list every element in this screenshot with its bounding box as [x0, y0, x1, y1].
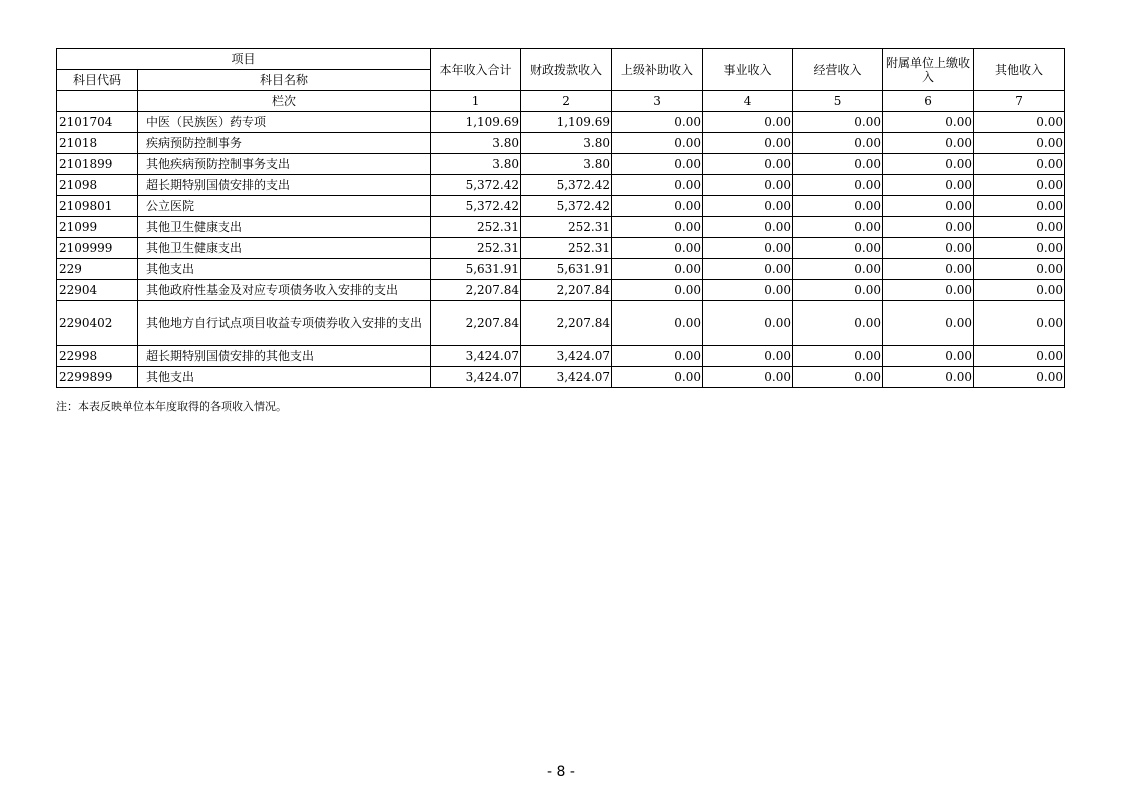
value-cell-col-6: 0.00: [883, 280, 974, 301]
subject-name-cell: 超长期特别国债安排的其他支出: [138, 346, 431, 367]
value-cell-col-1: 5,631.91: [431, 259, 521, 280]
header-col-7: 其他收入: [974, 49, 1065, 91]
table-row: [57, 154, 1065, 175]
value-cell-col-2: 3,424.07: [521, 367, 612, 388]
value-cell-col-5: 0.00: [793, 154, 883, 175]
value-cell-col-7: 0.00: [974, 238, 1065, 259]
table-row: [57, 238, 1065, 259]
value-cell-col-2: 1,109.69: [521, 112, 612, 133]
subject-code-cell: 21018: [57, 133, 138, 154]
table-row: [57, 196, 1065, 217]
value-cell-col-4: 0.00: [703, 175, 793, 196]
value-cell-col-4: 0.00: [703, 112, 793, 133]
value-cell-col-7: 0.00: [974, 217, 1065, 238]
subject-code-cell: 2101704: [57, 112, 138, 133]
value-cell-col-2: 3.80: [521, 154, 612, 175]
header-num-1: 1: [431, 91, 521, 112]
header-num-2: 2: [521, 91, 612, 112]
table-body: [57, 112, 1065, 388]
value-cell-col-1: 2,207.84: [431, 280, 521, 301]
subject-name-cell: 超长期特别国债安排的支出: [138, 175, 431, 196]
value-cell-col-2: 5,372.42: [521, 196, 612, 217]
subject-code-cell: 2290402: [57, 301, 138, 346]
value-cell-col-2: 2,207.84: [521, 301, 612, 346]
value-cell-col-3: 0.00: [612, 259, 703, 280]
value-cell-col-2: 252.31: [521, 217, 612, 238]
header-num-7: 7: [974, 91, 1065, 112]
value-cell-col-1: 5,372.42: [431, 196, 521, 217]
value-cell-col-4: 0.00: [703, 154, 793, 175]
subject-name-cell: 其他支出: [138, 367, 431, 388]
value-cell-col-7: 0.00: [974, 133, 1065, 154]
subject-name-cell: 其他卫生健康支出: [138, 238, 431, 259]
value-cell-col-7: 0.00: [974, 154, 1065, 175]
value-cell-col-1: 1,109.69: [431, 112, 521, 133]
value-cell-col-5: 0.00: [793, 259, 883, 280]
header-num-6: 6: [883, 91, 974, 112]
value-cell-col-2: 3,424.07: [521, 346, 612, 367]
subject-name-cell: 其他支出: [138, 259, 431, 280]
value-cell-col-3: 0.00: [612, 238, 703, 259]
header-col-1: 本年收入合计: [431, 49, 521, 91]
value-cell-col-3: 0.00: [612, 133, 703, 154]
subject-name-cell: 疾病预防控制事务: [138, 133, 431, 154]
value-cell-col-3: 0.00: [612, 112, 703, 133]
value-cell-col-7: 0.00: [974, 301, 1065, 346]
value-cell-col-4: 0.00: [703, 301, 793, 346]
subject-code-cell: 21099: [57, 217, 138, 238]
header-col-3: 上级补助收入: [612, 49, 703, 91]
header-col-4: 事业收入: [703, 49, 793, 91]
value-cell-col-1: 3,424.07: [431, 346, 521, 367]
value-cell-col-2: 2,207.84: [521, 280, 612, 301]
value-cell-col-1: 252.31: [431, 238, 521, 259]
value-cell-col-2: 5,631.91: [521, 259, 612, 280]
header-subject-code: 科目代码: [57, 70, 138, 91]
value-cell-col-5: 0.00: [793, 346, 883, 367]
header-num-3: 3: [612, 91, 703, 112]
header-item: 项目: [57, 49, 431, 70]
subject-name-cell: 其他卫生健康支出: [138, 217, 431, 238]
value-cell-col-3: 0.00: [612, 280, 703, 301]
value-cell-col-4: 0.00: [703, 196, 793, 217]
subject-name-cell: 公立医院: [138, 196, 431, 217]
page-number: - 8 -: [547, 764, 575, 780]
income-table: [56, 48, 1065, 388]
value-cell-col-6: 0.00: [883, 175, 974, 196]
value-cell-col-6: 0.00: [883, 133, 974, 154]
value-cell-col-1: 3.80: [431, 154, 521, 175]
table-row: [57, 280, 1065, 301]
value-cell-col-6: 0.00: [883, 301, 974, 346]
value-cell-col-1: 3,424.07: [431, 367, 521, 388]
value-cell-col-7: 0.00: [974, 367, 1065, 388]
subject-code-cell: 2101899: [57, 154, 138, 175]
table-row: [57, 133, 1065, 154]
header-col-6: 附属单位上缴收入: [883, 49, 974, 91]
value-cell-col-4: 0.00: [703, 133, 793, 154]
value-cell-col-3: 0.00: [612, 217, 703, 238]
value-cell-col-5: 0.00: [793, 217, 883, 238]
subject-code-cell: 2109801: [57, 196, 138, 217]
value-cell-col-5: 0.00: [793, 280, 883, 301]
table-row: [57, 346, 1065, 367]
header-num-4: 4: [703, 91, 793, 112]
value-cell-col-4: 0.00: [703, 238, 793, 259]
value-cell-col-5: 0.00: [793, 133, 883, 154]
header-col-2: 财政拨款收入: [521, 49, 612, 91]
value-cell-col-6: 0.00: [883, 154, 974, 175]
subject-code-cell: 229: [57, 259, 138, 280]
value-cell-col-5: 0.00: [793, 238, 883, 259]
value-cell-col-2: 3.80: [521, 133, 612, 154]
value-cell-col-1: 252.31: [431, 217, 521, 238]
value-cell-col-4: 0.00: [703, 259, 793, 280]
subject-name-cell: 其他疾病预防控制事务支出: [138, 154, 431, 175]
subject-name-cell: 其他地方自行试点项目收益专项债券收入安排的支出: [138, 301, 431, 346]
subject-code-cell: 22904: [57, 280, 138, 301]
value-cell-col-1: 2,207.84: [431, 301, 521, 346]
subject-name-cell: 其他政府性基金及对应专项债务收入安排的支出: [138, 280, 431, 301]
value-cell-col-6: 0.00: [883, 238, 974, 259]
value-cell-col-4: 0.00: [703, 280, 793, 301]
value-cell-col-6: 0.00: [883, 259, 974, 280]
value-cell-col-7: 0.00: [974, 196, 1065, 217]
header-subject-name: 科目名称: [138, 70, 431, 91]
value-cell-col-5: 0.00: [793, 367, 883, 388]
value-cell-col-5: 0.00: [793, 196, 883, 217]
table-note: 注：本表反映单位本年度取得的各项收入情况。: [56, 400, 287, 413]
value-cell-col-3: 0.00: [612, 367, 703, 388]
header-blank-cell: [57, 91, 138, 112]
value-cell-col-5: 0.00: [793, 301, 883, 346]
header-column-seq: 栏次: [138, 91, 431, 112]
table-row: [57, 217, 1065, 238]
table-row: [57, 301, 1065, 346]
header-col-5: 经营收入: [793, 49, 883, 91]
value-cell-col-6: 0.00: [883, 196, 974, 217]
table-header: [57, 49, 1065, 112]
value-cell-col-3: 0.00: [612, 154, 703, 175]
subject-code-cell: 2109999: [57, 238, 138, 259]
value-cell-col-5: 0.00: [793, 175, 883, 196]
subject-name-cell: 中医（民族医）药专项: [138, 112, 431, 133]
value-cell-col-2: 252.31: [521, 238, 612, 259]
subject-code-cell: 21098: [57, 175, 138, 196]
value-cell-col-3: 0.00: [612, 175, 703, 196]
value-cell-col-5: 0.00: [793, 112, 883, 133]
subject-code-cell: 2299899: [57, 367, 138, 388]
value-cell-col-3: 0.00: [612, 196, 703, 217]
value-cell-col-1: 3.80: [431, 133, 521, 154]
value-cell-col-6: 0.00: [883, 217, 974, 238]
table-row: [57, 367, 1065, 388]
subject-code-cell: 22998: [57, 346, 138, 367]
value-cell-col-7: 0.00: [974, 259, 1065, 280]
value-cell-col-1: 5,372.42: [431, 175, 521, 196]
table-row: [57, 175, 1065, 196]
table-row: [57, 112, 1065, 133]
header-num-5: 5: [793, 91, 883, 112]
value-cell-col-6: 0.00: [883, 346, 974, 367]
value-cell-col-7: 0.00: [974, 112, 1065, 133]
value-cell-col-3: 0.00: [612, 301, 703, 346]
value-cell-col-4: 0.00: [703, 346, 793, 367]
value-cell-col-3: 0.00: [612, 346, 703, 367]
value-cell-col-4: 0.00: [703, 367, 793, 388]
value-cell-col-7: 0.00: [974, 280, 1065, 301]
value-cell-col-6: 0.00: [883, 112, 974, 133]
value-cell-col-7: 0.00: [974, 175, 1065, 196]
value-cell-col-6: 0.00: [883, 367, 974, 388]
table-row: [57, 259, 1065, 280]
value-cell-col-4: 0.00: [703, 217, 793, 238]
value-cell-col-2: 5,372.42: [521, 175, 612, 196]
value-cell-col-7: 0.00: [974, 346, 1065, 367]
